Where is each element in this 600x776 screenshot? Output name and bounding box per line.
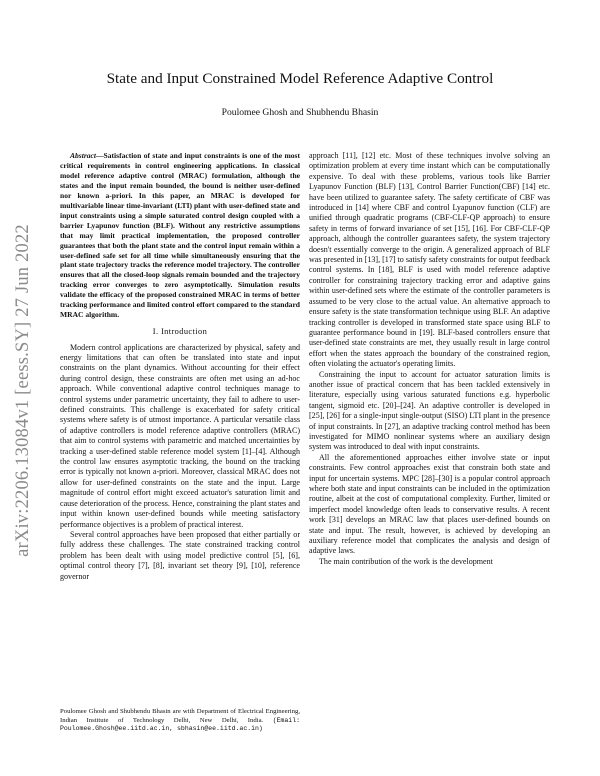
left-column xyxy=(60,151,300,582)
footnote-text: Poulomee Ghosh and Shubhendu Bhasin are with Department of Electrical Engineering, Indian Institute of Technology Delhi, New Delhi, India. xyxy=(60,708,300,724)
section-heading-introduction: I. Introduction xyxy=(152,327,208,337)
paragraph: The main contribution of the work is the development xyxy=(319,556,493,566)
paper-authors: Poulomee Ghosh and Shubhendu Bhasin xyxy=(221,107,379,118)
paper-title: State and Input Constrained Model Reference Adaptive Control xyxy=(106,70,494,87)
arxiv-identifier: arXiv:2206.13084v1 [eess.SY] 27 Jun 2022 xyxy=(12,223,33,557)
paragraph: approach [11], [12] etc. Most of these techniques involve solving an optimization problem at every time instant which can be computationally expensive. To deal with these problems, various tools like Barrier Lyapunov Function (BLF) [13], Control Barrier Function(CBF) [14] etc. have been utilized to guarantee safety. The safety certificate of CBF was introduced in [14] where CBF and control Lyapunov function (CLF) are unified through quadratic programs (CBF-CLF-QP approach) to ensure safety in terms of forward invariance of set [15], [16]. For CBF-CLF-QP approach, although the controller guarantees safety, the system trajectory doesn't essentially converge to the origin. A generalized approach of BLF was presented in [13], [17] to satisfy safety constraints for output feedback control systems. In [18], BLF is used with model reference adaptive controller for constraining trajectory tracking error and adaptive gains within user-defined sets where the estimate of the controller parameters is assumed to be very close to the actual value. An alternative approach to ensure safety is the state transformation technique using BLF. An adaptive tracking controller is developed in transformed state space using BLF to guarantee performance bound in [19]. BLF-based controllers ensure that user-defined state constraints are met, they usually result in large control effort when the states approach the boundary of the constrained region, often violating the actuator's operating limits. xyxy=(309,151,550,369)
footnote-emails: (Email: Poulomee.Ghosh@ee.iitd.ac.in, sbhasin@ee.iitd.ac.in) xyxy=(60,716,301,733)
abstract-text: —Satisfaction of state and input constraints is one of the most critical requirements in control engineering applications. In classical model reference adaptive control (MRAC) formulation, although the states and the input remain bounded, the bound is neither user-defined nor known a-priori. In this paper, an MRAC is developed for multivariable linear time-invariant (LTI) plant with user-defined state and input constraints using a simple saturated control design coupled with a barrier Lyapunov function (BLF). Without any restrictive assumptions that may limit practical implementation, the proposed controller guarantees that both the plant state and the control input remain within a user-defined safe set for all time while simultaneously ensuring that the plant state trajectory tracks the reference model trajectory. The controller ensures that all the closed-loop signals remain bounded and the trajectory tracking error converges to zero asymptotically. Simulation results validate the efficacy of the proposed constrained MRAC in terms of better tracking performance and limited control effort compared to the standard MRAC algorithm. xyxy=(60,151,300,320)
paragraph: Several control approaches have been proposed that either partially or fully address these challenges. The state constrained tracking control problem has been dealt with using model predictive control [5], [6], optimal control theory [7], [8], invariant set theory [9], [10], reference governor xyxy=(60,529,300,581)
paragraph: Constraining the input to account for actuator saturation limits is another issue of practical concern that has been tackled extensively in literature, especially using various saturated functions e.g. hyperbolic tangent, sigmoid etc. [20]–[24]. An adaptive controller is developed in [25], [26] for a single-input single-output (SISO) LTI plant in the presence of input constraints. In [27], an adaptive tracking control method has been investigated for MIMO nonlinear systems where an auxiliary design system was introduced to deal with input constraints. xyxy=(309,369,550,452)
right-column xyxy=(309,151,550,567)
abstract xyxy=(60,151,300,320)
paragraph: Modern control applications are characterized by physical, safety and energy limitations that can often be translated into state and input constraints on the plant dynamics. Without accounting for their effect during control design, these constraints are often met using an ad-hoc approach. While conventional adaptive control techniques manage to control systems under parametric uncertainty, they fail to adhere to user-defined constraints. This challenge is exacerbated for safety critical systems where safety is of utmost importance. A particular versatile class of adaptive controllers is model reference adaptive controllers (MRAC) that aim to control systems with parametric and matched uncertainties by tracking a user-defined stable reference model system [1]–[4]. Although the control law ensures asymptotic tracking, the bound on the tracking error is typically not known a-priori. Moreover, classical MRAC does not allow for user-defined constraints on the state and the input. Large magnitude of control effort might exceed actuator's saturation limit and cause deterioration of the process. Hence, constraining the plant states and input within known user-defined bounds while meeting satisfactory performance objectives is a problem of practical interest. xyxy=(60,342,300,529)
author-footnote xyxy=(60,708,300,734)
paragraph: All the aforementioned approaches either involve state or input constraints. Few control approaches exist that constrain both state and input for uncertain systems. MPC [28]–[30] is a popular control approach where both state and input constraints can be included in the optimization routine, albeit at the cost of computational complexity. Further, limited or imperfect model knowledge often leads to conservative results. A recent work [31] develops an MRAC law that places user-defined bounds on state and input. The result, however, is achieved by developing an auxiliary reference model that complicates the analysis and design of adaptive laws. xyxy=(309,452,550,556)
abstract-label: Abstract xyxy=(70,151,96,160)
